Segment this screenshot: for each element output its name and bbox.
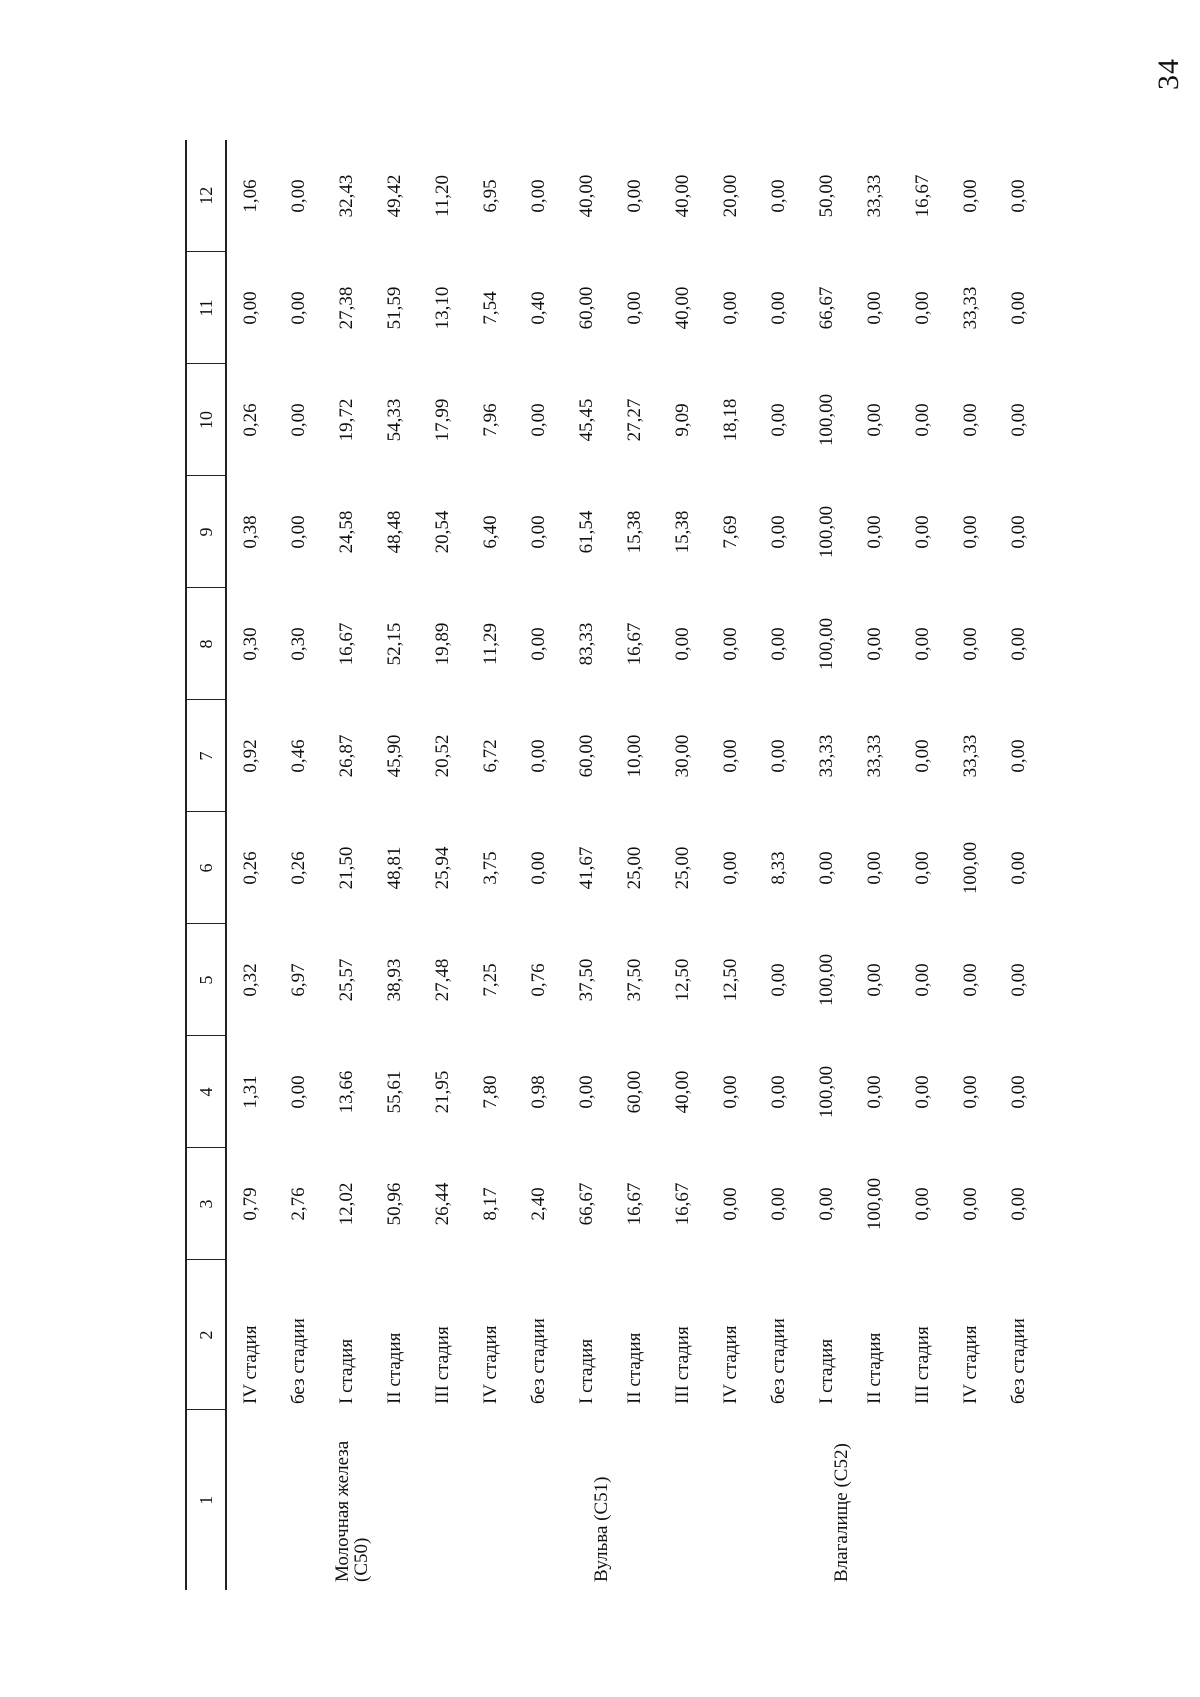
stage-label: без стадии: [528, 1318, 549, 1404]
value-cell: 19,72: [336, 398, 357, 442]
value-cell: 0,00: [720, 739, 741, 773]
stage-label: IV стадия: [960, 1325, 981, 1404]
table-row: [755, 140, 803, 1590]
value-cell: 0,00: [576, 1075, 597, 1109]
value-cell: 54,33: [384, 398, 405, 442]
site-label: Влагалище (С52): [831, 1443, 852, 1582]
value-cell: 3,75: [480, 851, 501, 885]
site-label: [515, 1410, 563, 1590]
value-cell: 0,00: [624, 291, 645, 325]
value-cell: 0,00: [960, 403, 981, 437]
value-cell: 33,33: [864, 174, 885, 218]
value-cell: 0,00: [240, 291, 261, 325]
value-cell: 38,93: [384, 958, 405, 1002]
value-cell: 2,40: [528, 1187, 549, 1221]
value-cell: 0,76: [528, 963, 549, 997]
value-cell: 8,33: [768, 851, 789, 885]
value-cell: 0,00: [1008, 739, 1029, 773]
stage-label: III стадия: [912, 1326, 933, 1404]
column-header-4: 4: [186, 1036, 226, 1148]
column-header-6: 6: [186, 812, 226, 924]
column-header-8: 8: [186, 588, 226, 700]
value-cell: 61,54: [576, 510, 597, 554]
table-row: [563, 140, 611, 1590]
value-cell: 100,00: [816, 505, 837, 559]
value-cell: 16,67: [912, 174, 933, 218]
value-cell: 17,99: [432, 398, 453, 442]
value-cell: 0,00: [912, 1075, 933, 1109]
column-header-10: 10: [186, 364, 226, 476]
value-cell: 26,44: [432, 1182, 453, 1226]
value-cell: 27,38: [336, 286, 357, 330]
value-cell: 0,00: [864, 1075, 885, 1109]
value-cell: 0,00: [288, 179, 309, 213]
value-cell: 25,00: [672, 846, 693, 890]
value-cell: 60,00: [576, 734, 597, 778]
value-cell: 0,26: [240, 403, 261, 437]
value-cell: 7,54: [480, 291, 501, 325]
value-cell: 11,29: [480, 622, 501, 666]
rotated-table-container: [185, 140, 1185, 1590]
value-cell: 0,00: [1008, 627, 1029, 661]
column-header-7: 7: [186, 700, 226, 812]
value-cell: 33,33: [960, 734, 981, 778]
column-header-12: 12: [186, 140, 226, 252]
value-cell: 45,90: [384, 734, 405, 778]
value-cell: 19,89: [432, 622, 453, 666]
value-cell: 0,00: [960, 1187, 981, 1221]
value-cell: 9,09: [672, 403, 693, 437]
stage-label: I стадия: [816, 1338, 837, 1404]
value-cell: 25,94: [432, 846, 453, 890]
value-cell: 0,00: [1008, 179, 1029, 213]
value-cell: 0,00: [1008, 403, 1029, 437]
value-cell: 0,00: [768, 515, 789, 549]
value-cell: 100,00: [864, 1177, 885, 1231]
site-label: [226, 1410, 275, 1590]
value-cell: 0,00: [960, 1075, 981, 1109]
value-cell: 0,00: [528, 515, 549, 549]
value-cell: 100,00: [816, 953, 837, 1007]
value-cell: 66,67: [816, 286, 837, 330]
stage-distribution-table: [185, 140, 1043, 1590]
value-cell: 83,33: [576, 622, 597, 666]
value-cell: 0,00: [1008, 1075, 1029, 1109]
value-cell: 48,48: [384, 510, 405, 554]
value-cell: 0,00: [912, 627, 933, 661]
value-cell: 0,00: [960, 179, 981, 213]
value-cell: 0,00: [288, 291, 309, 325]
value-cell: 0,00: [720, 1187, 741, 1221]
value-cell: 0,00: [768, 739, 789, 773]
value-cell: 50,00: [816, 174, 837, 218]
stage-label: I стадия: [576, 1338, 597, 1404]
value-cell: 0,38: [240, 515, 261, 549]
site-label: [899, 1410, 947, 1590]
value-cell: 0,00: [864, 515, 885, 549]
value-cell: 0,00: [288, 515, 309, 549]
value-cell: 0,00: [288, 1075, 309, 1109]
value-cell: 100,00: [816, 617, 837, 671]
value-cell: 0,00: [528, 851, 549, 885]
table-row: [995, 140, 1043, 1590]
value-cell: 0,00: [528, 403, 549, 437]
value-cell: 41,67: [576, 846, 597, 890]
value-cell: 37,50: [576, 958, 597, 1002]
value-cell: 7,80: [480, 1075, 501, 1109]
stage-label: без стадии: [288, 1318, 309, 1404]
table-row: [947, 140, 995, 1590]
value-cell: 0,00: [720, 851, 741, 885]
value-cell: 33,33: [864, 734, 885, 778]
value-cell: 66,67: [576, 1182, 597, 1226]
value-cell: 0,00: [1008, 1187, 1029, 1221]
value-cell: 20,52: [432, 734, 453, 778]
value-cell: 0,00: [768, 963, 789, 997]
value-cell: 0,00: [816, 1187, 837, 1221]
value-cell: 27,48: [432, 958, 453, 1002]
value-cell: 60,00: [624, 1070, 645, 1114]
column-header-11: 11: [186, 252, 226, 364]
table-body: [226, 140, 1043, 1590]
value-cell: 50,96: [384, 1182, 405, 1226]
value-cell: 51,59: [384, 286, 405, 330]
site-label: [995, 1410, 1043, 1590]
value-cell: 6,95: [480, 179, 501, 213]
value-cell: 0,00: [528, 739, 549, 773]
table-row: [899, 140, 947, 1590]
value-cell: 0,00: [864, 963, 885, 997]
column-header-1: 1: [195, 1495, 216, 1505]
value-cell: 0,00: [672, 627, 693, 661]
value-cell: 0,00: [912, 403, 933, 437]
site-label: [947, 1410, 995, 1590]
page-number: 34: [1152, 58, 1185, 90]
value-cell: 0,00: [720, 291, 741, 325]
value-cell: 0,00: [1008, 515, 1029, 549]
value-cell: 1,06: [240, 179, 261, 213]
value-cell: 0,00: [528, 179, 549, 213]
value-cell: 60,00: [576, 286, 597, 330]
value-cell: 0,00: [960, 515, 981, 549]
value-cell: 0,00: [864, 627, 885, 661]
value-cell: 0,00: [912, 515, 933, 549]
site-label: [275, 1410, 323, 1590]
site-label: [371, 1410, 419, 1590]
site-label: [611, 1410, 659, 1590]
value-cell: 0,46: [288, 739, 309, 773]
stage-label: III стадия: [432, 1326, 453, 1404]
stage-label: IV стадия: [240, 1325, 261, 1404]
column-number-row: [186, 140, 226, 1590]
table-row: [851, 140, 899, 1590]
site-label: [659, 1410, 707, 1590]
column-header-5: 5: [186, 924, 226, 1036]
value-cell: 0,79: [240, 1187, 261, 1221]
value-cell: 0,00: [720, 1075, 741, 1109]
table-row: [275, 140, 323, 1590]
value-cell: 0,00: [768, 627, 789, 661]
value-cell: 0,30: [288, 627, 309, 661]
value-cell: 40,00: [672, 286, 693, 330]
value-cell: 0,00: [864, 851, 885, 885]
value-cell: 0,00: [912, 291, 933, 325]
value-cell: 37,50: [624, 958, 645, 1002]
value-cell: 0,00: [864, 403, 885, 437]
value-cell: 13,66: [336, 1070, 357, 1114]
value-cell: 100,00: [816, 393, 837, 447]
value-cell: 6,72: [480, 739, 501, 773]
site-label: [851, 1410, 899, 1590]
value-cell: 18,18: [720, 398, 741, 442]
value-cell: 10,00: [624, 734, 645, 778]
value-cell: 8,17: [480, 1187, 501, 1221]
value-cell: 0,00: [960, 627, 981, 661]
value-cell: 0,00: [864, 291, 885, 325]
value-cell: 0,40: [528, 291, 549, 325]
value-cell: 0,00: [912, 963, 933, 997]
value-cell: 0,00: [912, 739, 933, 773]
table-row: [515, 140, 563, 1590]
value-cell: 0,00: [768, 179, 789, 213]
value-cell: 21,50: [336, 846, 357, 890]
value-cell: 33,33: [816, 734, 837, 778]
value-cell: 0,00: [768, 403, 789, 437]
stage-label: II стадия: [384, 1332, 405, 1404]
value-cell: 15,38: [672, 510, 693, 554]
value-cell: 1,31: [240, 1075, 261, 1109]
value-cell: 0,00: [288, 403, 309, 437]
value-cell: 7,69: [720, 515, 741, 549]
column-header-2: 2: [186, 1260, 226, 1410]
value-cell: 0,92: [240, 739, 261, 773]
stage-label: IV стадия: [720, 1325, 741, 1404]
value-cell: 2,76: [288, 1187, 309, 1221]
table-row: [659, 140, 707, 1590]
site-label: [467, 1410, 515, 1590]
value-cell: 45,45: [576, 398, 597, 442]
value-cell: 40,00: [576, 174, 597, 218]
value-cell: 0,00: [816, 851, 837, 885]
value-cell: 25,00: [624, 846, 645, 890]
value-cell: 0,00: [1008, 963, 1029, 997]
value-cell: 0,00: [720, 627, 741, 661]
value-cell: 0,00: [624, 179, 645, 213]
value-cell: 20,54: [432, 510, 453, 554]
value-cell: 13,10: [432, 286, 453, 330]
value-cell: 33,33: [960, 286, 981, 330]
site-label: Молочная железа (С50): [332, 1440, 372, 1582]
table-row: [419, 140, 467, 1590]
column-header-3: 3: [186, 1148, 226, 1260]
value-cell: 52,15: [384, 622, 405, 666]
column-header-9: 9: [186, 476, 226, 588]
value-cell: 40,00: [672, 174, 693, 218]
table-row: [467, 140, 515, 1590]
value-cell: 6,97: [288, 963, 309, 997]
table-row: [611, 140, 659, 1590]
value-cell: 26,87: [336, 734, 357, 778]
stage-label: без стадии: [768, 1318, 789, 1404]
value-cell: 21,95: [432, 1070, 453, 1114]
value-cell: 30,00: [672, 734, 693, 778]
value-cell: 0,30: [240, 627, 261, 661]
value-cell: 16,67: [672, 1182, 693, 1226]
value-cell: 0,00: [960, 963, 981, 997]
table-row: [226, 140, 275, 1590]
site-label: [419, 1410, 467, 1590]
value-cell: 12,02: [336, 1182, 357, 1226]
value-cell: 16,67: [336, 622, 357, 666]
value-cell: 0,00: [768, 1075, 789, 1109]
table-row: [371, 140, 419, 1590]
value-cell: 0,98: [528, 1075, 549, 1109]
value-cell: 15,38: [624, 510, 645, 554]
value-cell: 0,00: [912, 851, 933, 885]
value-cell: 20,00: [720, 174, 741, 218]
value-cell: 16,67: [624, 622, 645, 666]
table-row: [803, 140, 851, 1590]
stage-label: IV стадия: [480, 1325, 501, 1404]
value-cell: 16,67: [624, 1182, 645, 1226]
value-cell: 24,58: [336, 510, 357, 554]
site-label: [707, 1410, 755, 1590]
table-row: [323, 140, 371, 1590]
value-cell: 48,81: [384, 846, 405, 890]
value-cell: 55,61: [384, 1070, 405, 1114]
value-cell: 0,00: [528, 627, 549, 661]
stage-label: II стадия: [864, 1332, 885, 1404]
stage-label: II стадия: [624, 1332, 645, 1404]
value-cell: 0,26: [288, 851, 309, 885]
value-cell: 11,20: [432, 174, 453, 218]
table-header: [186, 140, 226, 1590]
stage-label: III стадия: [672, 1326, 693, 1404]
value-cell: 25,57: [336, 958, 357, 1002]
value-cell: 40,00: [672, 1070, 693, 1114]
value-cell: 12,50: [672, 958, 693, 1002]
value-cell: 0,32: [240, 963, 261, 997]
stage-label: без стадии: [1008, 1318, 1029, 1404]
value-cell: 7,25: [480, 963, 501, 997]
value-cell: 7,96: [480, 403, 501, 437]
value-cell: 0,00: [1008, 291, 1029, 325]
value-cell: 0,00: [912, 1187, 933, 1221]
value-cell: 0,00: [768, 291, 789, 325]
site-label: [755, 1410, 803, 1590]
value-cell: 6,40: [480, 515, 501, 549]
table-row: [707, 140, 755, 1590]
value-cell: 100,00: [816, 1065, 837, 1119]
stage-label: I стадия: [336, 1338, 357, 1404]
value-cell: 0,26: [240, 851, 261, 885]
value-cell: 0,00: [1008, 851, 1029, 885]
value-cell: 100,00: [960, 841, 981, 895]
site-label: Вульва (С51): [591, 1476, 612, 1582]
value-cell: 32,43: [336, 174, 357, 218]
value-cell: 0,00: [768, 1187, 789, 1221]
value-cell: 27,27: [624, 398, 645, 442]
value-cell: 49,42: [384, 174, 405, 218]
value-cell: 12,50: [720, 958, 741, 1002]
